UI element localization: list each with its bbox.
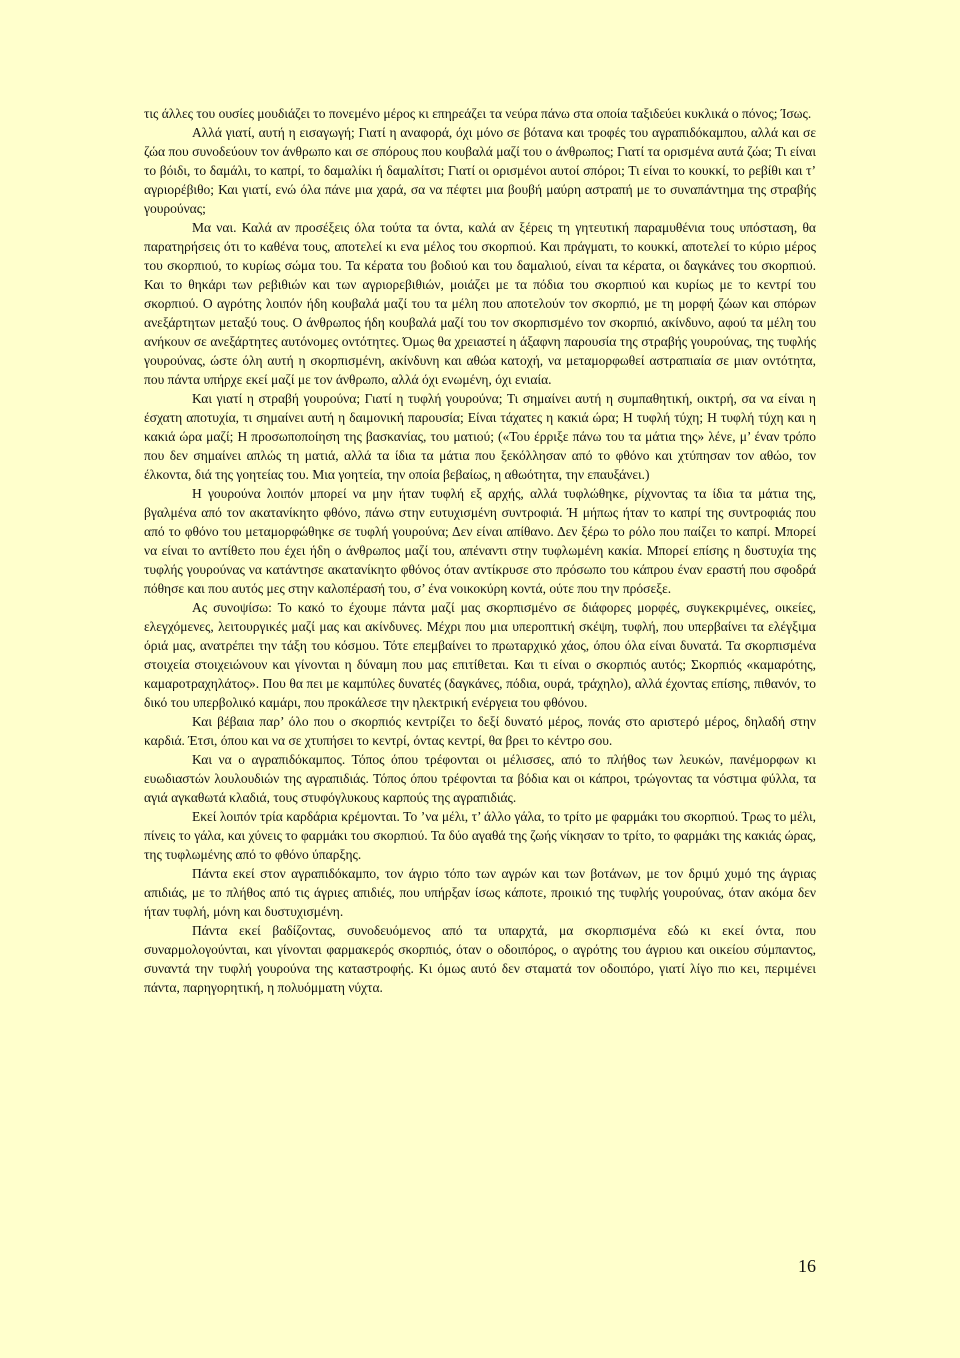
paragraph-3: Μα ναι. Καλά αν προσέξεις όλα τούτα τα όντα, καλά αν ξέρεις τη γητευτική παραμυθένια τους υπόσταση, θα παρατηρήσεις ότι το καθένα τους, αποτελεί κι ενα μέλος του σκορπιού. Και πράγματι, το κουκκί, αποτελεί το κύριο μέρος του σκορπιού, το κυρίως σώμα του. Τα κέρατα του βοδιού και του δαμαλιού, είναι τα κέρατα, οι δαγκάνες του σκορπιού. Και το θηκάρι των ρεβιθιών και των αγριορεβιθιών, μοιάζει με τα πόδια του σκορπιού και κυρίως με το κεντρί του σκορπιού. Ο αγρότης λοιπόν ήδη κουβαλά μαζί του τα μέλη που αποτελούν τον σκορπιό, με τη μορφή ζώων και σπόρων ανεξάρτητων μεταξύ τους. Ο άνθρωπος ήδη κουβαλά μαζί του τον σκορπισμένο τον σκορπιό, ακίνδυνο, αφού τα μέλη του ανήκουν σε ανεξάρτητες αυτόνομες οντότητες. Όμως θα χρειαστεί η άξαφνη παρουσία της στραβής γουρούνας, της τυφλής γουρούνας, ώστε όλη αυτή η σκορπισμένη, ακίνδυνη και αθώα κατοχή, να μεταμορφωθεί αστραπιαία σε μιαν οντότητα, που πάντα υπήρχε εκεί μαζί με τον άνθρωπο, αλλά όχι ενωμένη, όχι ενιαία.: [144, 220, 816, 387]
paragraph-1: τις άλλες του ουσίες μουδιάζει το πονεμένο μέρος κι επηρεάζει τα νεύρα πάνω στα οποία ταξιδεύει κυκλικά ο πόνος; Ίσως.: [144, 106, 812, 121]
paragraph-11: Πάντα εκεί βαδίζοντας, συνοδευόμενος από τα υπαρχτά, μα σκορπισμένα εδώ κι εκεί όντα, που συναρμολογούνται, και γίνονται φαρμακερός σκορπιός, όταν ο οδοιπόρος, ο αγρότης του άγριου και οικείου σύμπαντος, συναντά την τυφλή γουρούνα της καταστροφής. Κι όμως αυτό δεν σταματά τον οδοιπόρο, γιατί λίγο πιο κει, περιμένει πάντα, παρηγορητική, η πολυόμματη νύχτα.: [144, 923, 816, 995]
page-number: 16: [798, 1256, 816, 1276]
paragraph-2: Αλλά γιατί, αυτή η εισαγωγή; Γιατί η αναφορά, όχι μόνο σε βότανα και τροφές του αγραπιδόκαμπου, αλλά και σε ζώα που συνοδεύουν τον άνθρωπο και σε σπόρους που κουβαλά μαζί του ο άνθρωπος; Γιατί τα ορισμένα αυτά ζώα; Τι είναι το βόιδι, το δαμάλι, το καπρί, το δαμαλίκι ή δαμαλίτσι; Γιατί οι ορισμένοι αυτοί σπόροι; Τι είναι το κουκκί, το ρεβίθι και τ’ αγριορέβιθο; Και γιατί, ενώ όλα πάνε μια χαρά, σα να πέφτει μια βουβή μαύρη αστραπή με το συναπάντημα της στραβής γουρούνας;: [144, 125, 816, 216]
body-text: [144, 104, 816, 997]
paragraph-9: Εκεί λοιπόν τρία καρδάρια κρέμονται. Το ’να μέλι, τ’ άλλο γάλα, το τρίτο με φαρμάκι του σκορπιού. Τρως το μέλι, πίνεις το γάλα, και χύνεις το φαρμάκι του σκορπιού. Τα δύο αγαθά της ζωής νίκησαν το τρίτο, το φαρμάκι της κακιάς ώρας, της τυφλωμένης από το φθόνο ύπαρξης.: [144, 809, 816, 862]
paragraph-7: Και βέβαια παρ’ όλο που ο σκορπιός κεντρίζει το δεξί δυνατό μέρος, πονάς στο αριστερό μέρος, δηλαδή στην καρδιά. Έτσι, όπου και να σε χτυπήσει το κεντρί, όντας κεντρί, θα βρει το κέντρο σου.: [144, 714, 816, 748]
paragraph-5: Η γουρούνα λοιπόν μπορεί να μην ήταν τυφλή εξ αρχής, αλλά τυφλώθηκε, ρίχνοντας τα ίδια τα μάτια της, βγαλμένα από τον ακατανίκητο φθόνο, πάνω στην ευτυχισμένη συντροφιά. Ή μήπως ήταν το καπρί της συντροφιάς που από το φθόνο του μεταμορφώθηκε σε τυφλή γουρούνα; Δεν είναι απίθανο. Δεν ξέρω το ρόλο που παίζει το καπρί. Μπορεί να είναι το αντίθετο που έχει ήδη ο άνθρωπος μαζί του, απέναντι στην τυφλωμένη κακία. Μπορεί επίσης η δυστυχία της τυφλής γουρούνας να κατάντησε ακατανίκητο φθόνος όταν αντίκρυσε στο πρόσωπο του κάπρου έναν εραστή που σφοδρά πόθησε και που αυτός μες στην καλοπέρασή του, σ’ ένα νοικοκύρη κοντά, ούτε που την πρόσεξε.: [144, 486, 816, 596]
paragraph-8: Και να ο αγραπιδόκαμπος. Τόπος όπου τρέφονται οι μέλισσες, από το πλήθος των λευκών, πανέμορφων κι ευωδιαστών λουλουδιών της αγραπιδιάς. Τόπος όπου τρέφονται τα βόδια και οι κάπροι, τρώγοντας τα νόστιμα φύλλα, τα αγιά αγκαθωτά κλαδιά, τους στυφόγλυκους καρπούς της αγραπιδιάς.: [144, 752, 816, 805]
paragraph-6: Ας συνοψίσω: Το κακό το έχουμε πάντα μαζί μας σκορπισμένο σε διάφορες μορφές, συγκεκριμένες, οικείες, ελεγχόμενες, λειτουργικές μαζί μας και ακίνδυνες. Μέχρι που μια υπεροπτική σκέψη, τυφλή, που υπερβαίνει τα ελέγξιμα όριά μας, ανατρέπει την τάξη του κόσμου. Τότε επεμβαίνει το πρωταρχικό χάος, όπου όλα είναι δυνατά. Τα σκορπισμένα στοιχεία στοιχειώνουν και γίνονται η δύναμη που μας επιτίθεται. Και τι είναι ο σκορπιός αυτός; Σκορπιός «καμαρότης, καμαροτραχηλάτος». Που θα πει με καμπύλες δυνατές (δαγκάνες, πόδια, ουρά, τράχηλο), αλλά έχοντας επίσης, πιθανόν, το δικό του υπερβολικό καμάρι, που προκάλεσε την ηλεκτρική ενέργεια του φθόνου.: [144, 600, 816, 710]
paragraph-4: Και γιατί η στραβή γουρούνα; Γιατί η τυφλή γουρούνα; Τι σημαίνει αυτή η συμπαθητική, οικτρή, σα να είναι η έσχατη αποτυχία, τι σημαίνει αυτή η δαιμονική παρουσία; Είναι τάχατες η κακιά ώρα; Η τυφλή τύχη; Η τυφλή τύχη και η κακιά ώρα μαζί; Η προσωποποίηση της βασκανίας, του ματιού; («Του έρριξε πάνω του τα μάτια της» λένε, μ’ έναν τρόπο που δεν σημαίνει απλώς τη ματιά, αλλά τα ίδια τα μάτια που ξεκόλλησαν από το φθόνο και χτύπησαν τον αθώο, τον έλκοντα, διά της γοητείας του. Μια γοητεία, την οποία βεβαίως, η αθωότητα, την επαυξάνει.): [144, 391, 816, 482]
paragraph-10: Πάντα εκεί στον αγραπιδόκαμπο, τον άγριο τόπο των αγρών και των βοτάνων, με τον δριμύ χυμό της άγριας απιδιάς, με το πλήθος από τις άγριες απιδιές, που υπήρξαν ίσως κάποτε, προικιό της τυφλής γουρούνας, όταν ακόμα δεν ήταν τυφλή, μόνη και δυστυχισμένη.: [144, 866, 816, 919]
